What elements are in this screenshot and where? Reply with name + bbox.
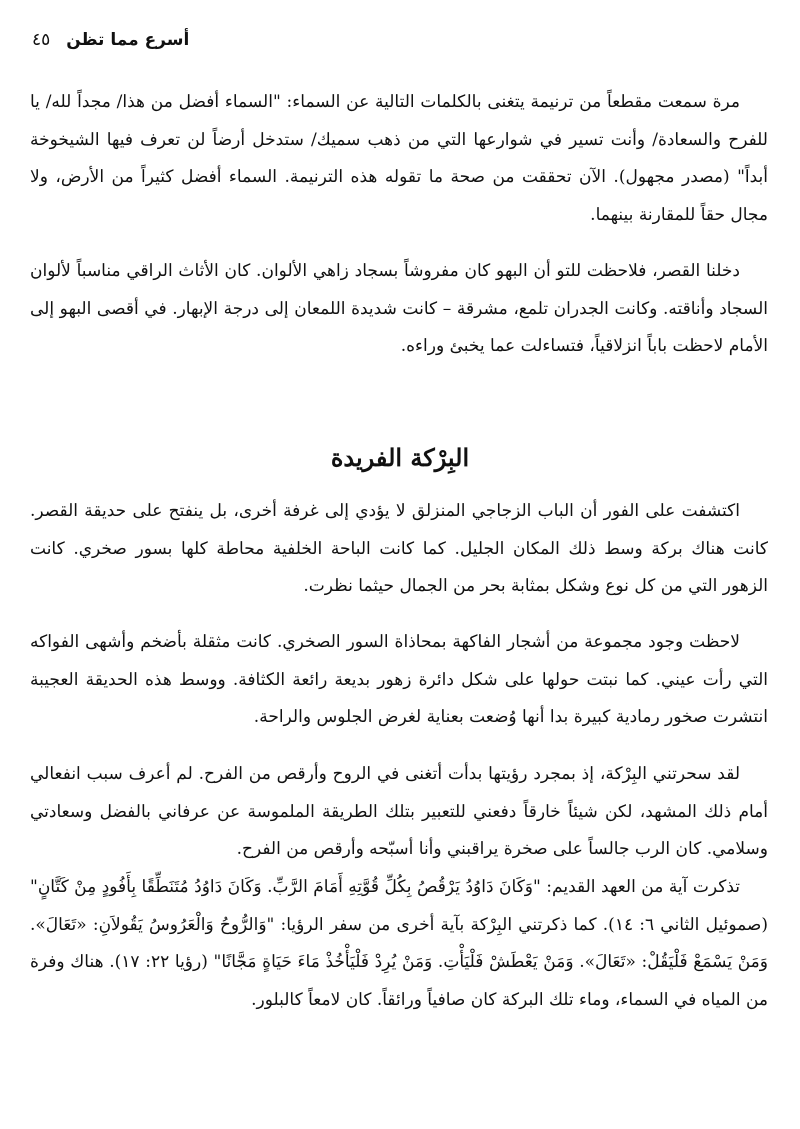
paragraph-text: لاحظت وجود مجموعة من أشجار الفاكهة بمحاذاة السور الصخري. كانت مثقلة بأضخم وأشهى الفواكه التي رأت عيني. كما نبتت حولها على شكل دائرة زهور بديعة رائعة الكثافة. ووسط هذه الحديقة العجيبة انتشرت صخور رمادية كبيرة بدا أنها وُضعت بعناية لغرض الجلوس والراحة. xyxy=(30,632,768,727)
book-title: أسرع مما تظن xyxy=(66,30,190,50)
section-title: البِرْكة الفريدة xyxy=(330,443,470,472)
paragraph-scripture xyxy=(30,869,768,1019)
paragraph-text: اكتشفت على الفور أن الباب الزجاجي المنزلق لا يؤدي إلى غرفة أخرى، بل ينفتح على حديقة القصر. كانت هناك بركة وسط ذلك المكان الجليل. كما كانت الباحة الخلفية محاطة كلها بسور صخري. كانت الزهور التي من كل نوع وشكل بمثابة بحر من الجمال حيثما نظرت. xyxy=(30,501,768,596)
paragraph-garden xyxy=(30,493,768,606)
running-header xyxy=(32,30,189,50)
paragraph-text: لقد سحرتني البِرْكة، إذ بمجرد رؤيتها بدأت أتغنى في الروح وأرقص من الفرح. لم أعرف سبب انفعالي أمام ذلك المشهد، لكن شيئاً خارقاً دفعني للتعبير بتلك الطريقة الملموسة عن عرفاني بالفضل وسعادتي وسلامي. كان الرب جالساً على صخرة يراقبني وأنا أسبّحه وأرقص من الفرح. xyxy=(30,764,768,859)
paragraph-pool-joy xyxy=(30,756,768,869)
paragraph-text: مرة سمعت مقطعاً من ترنيمة يتغنى بالكلمات التالية عن السماء: "السماء أفضل من هذا/ مجداً لله/ يا للفرح والسعادة/ وأنت تسير في شوارعها التي من ذهب سميك/ ستدخل أرضاً لن تعرف فيها الشيخوخة أبداً" (مصدر مجهول). الآن تحققت من صحة ما تقوله هذه الترنيمة. السماء أفضل كثيراً من الأرض، ولا مجال حقاً للمقارنة بينهما. xyxy=(30,92,768,225)
paragraph-fruit-trees xyxy=(30,624,768,737)
paragraph-text: دخلنا القصر، فلاحظت للتو أن البهو كان مفروشاً بسجاد زاهي الألوان. كان الأثاث الراقي مناسباً لألوان السجاد وأناقته. وكانت الجدران تلمع، مشرقة – كانت شديدة اللمعان إلى درجة الإبهار. في أقصى البهو إلى الأمام لاحظت باباً انزلاقياً، فتساءلت عما يخبئ وراءه. xyxy=(30,261,768,356)
paragraph-song-lyrics xyxy=(30,84,768,234)
page-number: ٤٥ xyxy=(32,30,51,50)
paragraph-text: تذكرت آية من العهد القديم: "وَكَانَ دَاوُدُ يَرْقُصُ بِكُلِّ قُوَّتِهِ أَمَامَ الرَّبِّ. وَكَانَ دَاوُدُ مُتَنَطِّقًا بِأَفُودٍ مِنْ كَتَّانٍ" (صموئيل الثاني ٦: ١٤). كما ذكرتني البِرْكة بآية أخرى من سفر الرؤيا: "وَالرُّوحُ وَالْعَرُوسُ يَقُولاَنِ: «تَعَالَ». وَمَنْ يَسْمَعْ فَلْيَقُلْ: «تَعَالَ». وَمَنْ يَعْطَشْ فَلْيَأْتِ. وَمَنْ يُرِدْ فَلْيَأْخُذْ مَاءَ حَيَاةٍ مَجَّانًا" (رؤيا ٢٢: ١٧). هناك وفرة من المياه في السماء، وماء تلك البركة كان صافياً ورائقاً. كان لامعاً كالبلور. xyxy=(30,877,768,1010)
paragraph-palace-hall xyxy=(30,253,768,366)
